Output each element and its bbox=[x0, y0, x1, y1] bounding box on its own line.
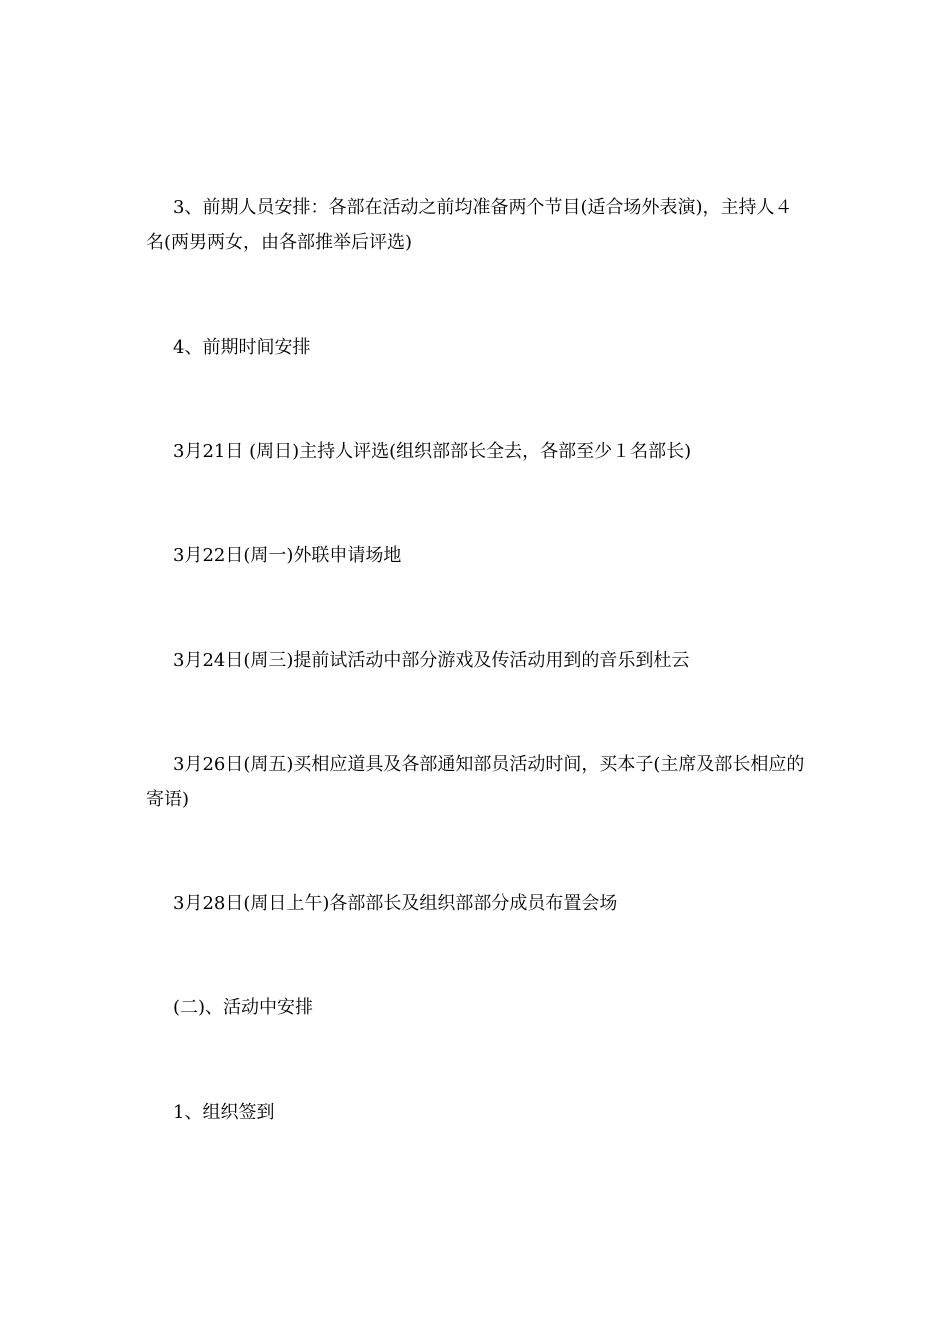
paragraph-time-arrangement-heading: 4、前期时间安排 bbox=[173, 337, 311, 358]
paragraph-sign-in: 1、组织签到 bbox=[173, 1102, 275, 1123]
paragraph-schedule-0322: 3月22日(周一)外联申请场地 bbox=[173, 545, 402, 566]
paragraph-schedule-0324: 3月24日(周三)提前试活动中部分游戏及传活动用到的音乐到杜云 bbox=[173, 650, 690, 671]
paragraph-schedule-0321: 3月21日 (周日)主持人评选(组织部部长全去，各部至少１名部长) bbox=[173, 441, 692, 462]
section-heading-during-activity: (二)、活动中安排 bbox=[173, 997, 314, 1018]
paragraph-schedule-0326: 3月26日(周五)买相应道具及各部通知部员活动时间，买本子(主席及部长相应的寄语) bbox=[146, 754, 805, 810]
paragraph-personnel-arrangement: 3、前期人员安排：各部在活动之前均准备两个节目(适合场外表演)，主持人４名(两男两女，由各部推举后评选) bbox=[146, 197, 793, 253]
paragraph-schedule-0328: 3月28日(周日上午)各部部长及组织部部分成员布置会场 bbox=[173, 893, 618, 914]
